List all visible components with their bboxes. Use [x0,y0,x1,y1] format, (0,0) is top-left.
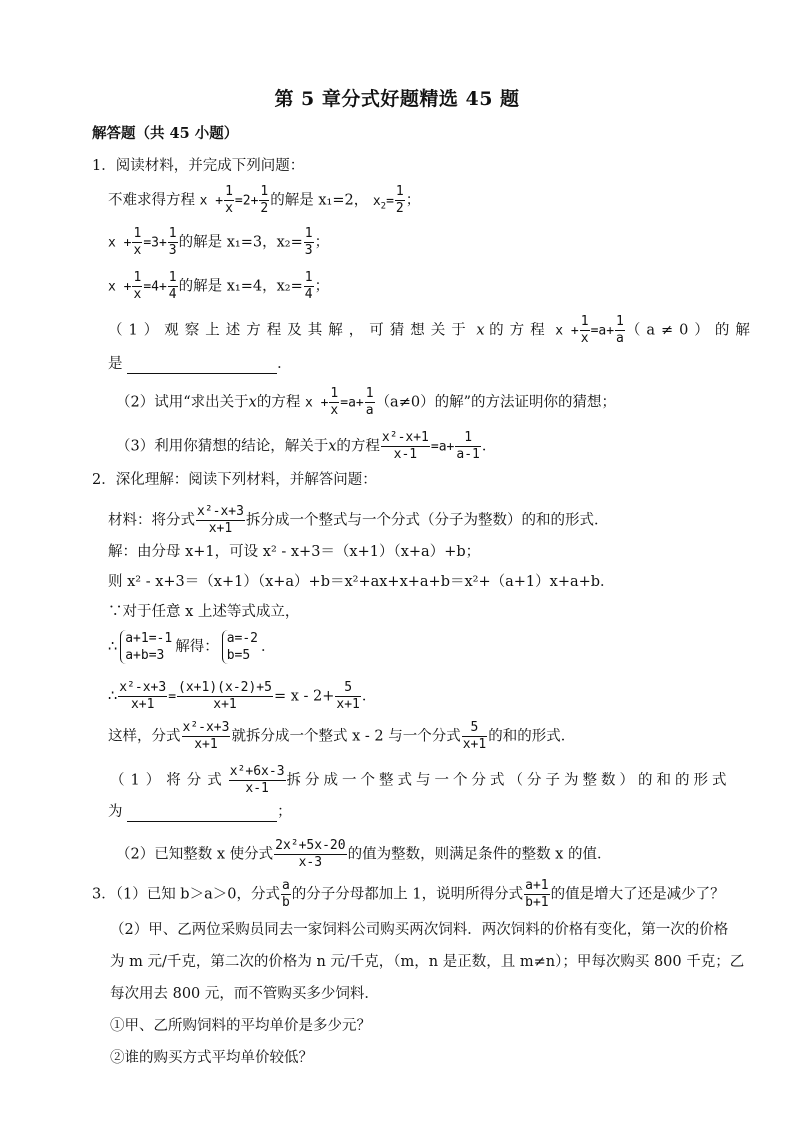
q2-part-1-answer: 为 ； [108,804,292,820]
page-title: 第 5 章分式好题精选 45 题 [274,88,520,110]
fraction: $\frac{5}{x+1}$ [336,680,360,712]
q2-solution-1: 解：由分母 x+1，可设 x² - x+3＝（x+1）（x+a）+b； [108,544,481,560]
fraction: $\frac{1}{x}$ [330,386,339,418]
q2-solution-2: 则 x² - x+3＝（x+1）（x+a）+b＝x²+ax+x+a+b＝x²+（a+1）x+a+b． [108,574,615,590]
q1-part-1-answer: 是 ． [108,356,292,372]
fraction: $\frac{\text{x²+6x-3}}{x-1}$ [229,764,285,796]
q2-system: ∴ a+1=-1 a+b=3 解得： a=-2 b=5 ． [108,631,276,663]
fraction: $\frac{1}{2}$ [395,184,404,216]
section-heading: 解答题（共 45 小题） [92,125,239,142]
fraction: $\frac{\text{x²-x+3}}{x+1}$ [119,680,167,712]
q3-part-2-line-1: （2）甲、乙两位采购员同去一家饲料公司购买两次饲料．两次饲料的价格有变化，第一次的价格 [110,922,729,938]
equation-system: a=-2 b=5 [222,630,258,664]
fraction: $\frac{\text{x²-x+3}}{x+1}$ [182,720,230,752]
fraction: $\frac{1}{2}$ [260,184,269,216]
fraction: $\frac{1}{4}$ [168,270,177,302]
fraction: $\frac{1}{a-1}$ [456,430,480,462]
q2-stem: 2．深化理解：阅读下列材料，并解答问题： [92,472,377,488]
q1-line-1: 不难求得方程 x + $\frac{1}{x}$ =2+ $\frac{1}{2}$ 的解是 x₁=2， $x_2=$ $\frac{1}{2}$ ； [108,184,421,216]
fraction: $\frac{(x+1)(x-2)+5}{x+1}$ [178,680,272,712]
fraction: $\frac{\text{x²-x+3}}{x+1}$ [197,504,244,536]
equation-system: a+1=-1 a+b=3 [120,630,172,664]
q1-line-2: x + $\frac{1}{x}$ =3+ $\frac{1}{3}$ 的解是 x₁=3，x₂= $\frac{1}{3}$ ； [108,226,330,258]
fraction: $\frac{1}{a}$ [616,314,624,346]
q3-subquestion-1: ①甲、乙所购饲料的平均单价是多少元？ [110,1018,371,1034]
fraction: $\frac{1}{x}$ [580,314,589,346]
q2-part-2: （2）已知整数 x 使分式 $\frac{\text{2x²+5x-20}}{x-3}$ 的值为整数，则满足条件的整数 x 的值． [116,838,612,870]
fraction: $\frac{a}{b}$ [281,878,290,910]
q1-part-2: （2）试用“求出关于x的方程 x + $\frac{1}{x}$ =a+ $\frac{1}{a}$ （a≠0）的解”的方法证明你的猜想； [116,386,616,418]
q1-line-3: x + $\frac{1}{x}$ =4+ $\frac{1}{4}$ 的解是 x₁=4，x₂= $\frac{1}{4}$ ； [108,270,330,302]
q2-solution-3: ∵对于任意 x 上述等式成立， [108,604,300,620]
fraction: $\frac{1}{a}$ [365,386,374,418]
q3-part-1: 3．（1）已知 b＞a＞0，分式 $\frac{a}{b}$ 的分子分母都加上 1，说明所得分式 $\frac{a+1}{b+1}$ 的值是增大了还是减少了？ [92,878,725,910]
fraction: $\frac{\text{x²-x+1}}{x-1}$ [381,430,429,462]
fraction: $\frac{a+1}{b+1}$ [525,878,549,910]
fraction: $\frac{5}{x+1}$ [462,720,487,752]
q2-material: 材料：将分式 $\frac{\text{x²-x+3}}{x+1}$ 拆分成一个整式与一个分式（分子为整数）的和的形式． [108,504,609,536]
q2-part-1: （1）将分式 $\frac{\text{x²+6x-3}}{x-1}$ 拆分成一个整式与一个分式（分子为整数）的和的形式 [110,764,731,796]
q3-part-2-line-3: 每次用去 800 元，而不管购买多少饲料． [110,986,379,1002]
q3-part-2-line-2: 为 m 元/千克，第二次的价格为 n 元/千克，（m，n 是正数，且 m≠n）；甲每次购买 800 千克；乙 [110,954,745,970]
answer-blank[interactable] [127,805,277,822]
q1-stem: 1．阅读材料，并完成下列问题： [92,158,305,174]
fraction: $\frac{1}{x}$ [133,226,142,258]
q3-subquestion-2: ②谁的购买方式平均单价较低？ [110,1050,313,1066]
q1-part-3: （3）利用你猜想的结论，解关于x的方程 $\frac{\text{x²-x+1}}{x-1}$ =a+ $\frac{1}{a-1}$ ． [116,430,497,462]
fraction: $\frac{\text{2x²+5x-20}}{x-3}$ [275,838,346,870]
q2-conclusion: 这样，分式 $\frac{\text{x²-x+3}}{x+1}$ 就拆分成一个整式 x - 2 与一个分式 $\frac{5}{x+1}$ 的和的形式． [108,720,576,752]
answer-blank[interactable] [127,357,277,374]
fraction: $\frac{1}{3}$ [168,226,177,258]
q2-derivation: ∴ $\frac{\text{x²-x+3}}{x+1}$ = $\frac{(x+1)(x-2)+5}{x+1}$ = x - 2+ $\frac{5}{x+1}$ ． [108,680,377,712]
fraction: $\frac{1}{x}$ [133,270,142,302]
q1-part-1: （1）观察上述方程及其解，可猜想关于 x 的方程 x + $\frac{1}{x}$ =a+ $\frac{1}{a}$ （a≠0）的解 [108,314,756,346]
fraction: $\frac{1}{x}$ [225,184,233,216]
fraction: $\frac{1}{3}$ [304,226,313,258]
fraction: $\frac{1}{4}$ [304,270,313,302]
